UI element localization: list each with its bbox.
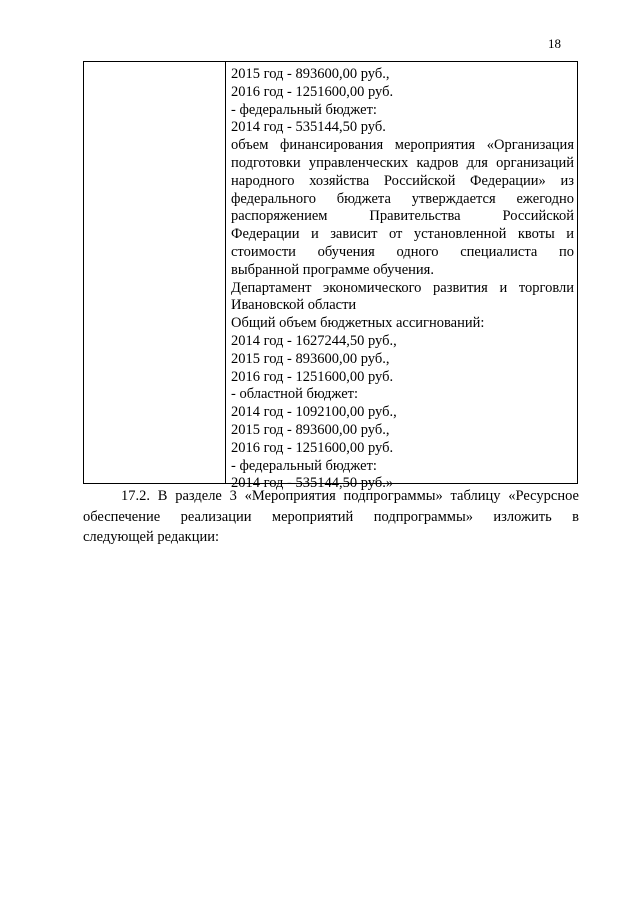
table-right-cell (231, 66, 574, 493)
table-line: - областной бюджет: (231, 386, 359, 403)
table-line: 2014 год - 1092100,00 руб., (231, 404, 397, 421)
table-line: 2014 год - 535144,50 руб.» (231, 475, 394, 492)
table-line: Департамент экономического развития и торговли (231, 279, 574, 296)
paragraph-line: 17.2. В разделе 3 «Мероприятия подпрограммы» таблицу «Ресурсное (121, 488, 579, 504)
table-line: распоряжением Правительства Российской (231, 208, 574, 225)
table-line: Ивановской области (231, 297, 357, 314)
table-line: подготовки управленческих кадров для организаций (231, 154, 574, 171)
table-line: - федеральный бюджет: (231, 457, 377, 474)
table-line: объем финансирования мероприятия «Организация (231, 137, 574, 154)
table-line: 2015 год - 893600,00 руб., (231, 421, 390, 438)
table-line: Федерации и зависит от установленной квоты и (231, 226, 574, 243)
table-line: народного хозяйства Российской Федерации» из (231, 172, 574, 189)
paragraph-line: обеспечение реализации мероприятий подпрограммы» изложить в (83, 508, 579, 525)
table-line: 2015 год - 893600,00 руб., (231, 66, 390, 82)
paragraph-line: следующей редакции: (83, 529, 220, 545)
table-line: 2016 год - 1251600,00 руб. (231, 368, 394, 385)
table-line: 2016 год - 1251600,00 руб. (231, 83, 394, 100)
table-line: 2014 год - 535144,50 руб. (231, 119, 386, 136)
amendment-paragraph (83, 486, 579, 548)
table-line: выбранной программе обучения. (231, 261, 434, 278)
funding-table (83, 61, 578, 492)
table-column-divider (225, 62, 226, 483)
table-line: 2015 год - 893600,00 руб., (231, 350, 390, 367)
table-line: 2014 год - 1627244,50 руб., (231, 332, 397, 349)
table-line: стоимости обучения одного специалиста по (231, 243, 574, 260)
table-line: 2016 год - 1251600,00 руб. (231, 439, 394, 456)
page-number: 18 (548, 36, 561, 51)
table-line: федерального бюджета утверждается ежегодно (231, 190, 574, 207)
table-line: Общий объем бюджетных ассигнований: (231, 315, 485, 332)
table-line: - федеральный бюджет: (231, 101, 377, 118)
